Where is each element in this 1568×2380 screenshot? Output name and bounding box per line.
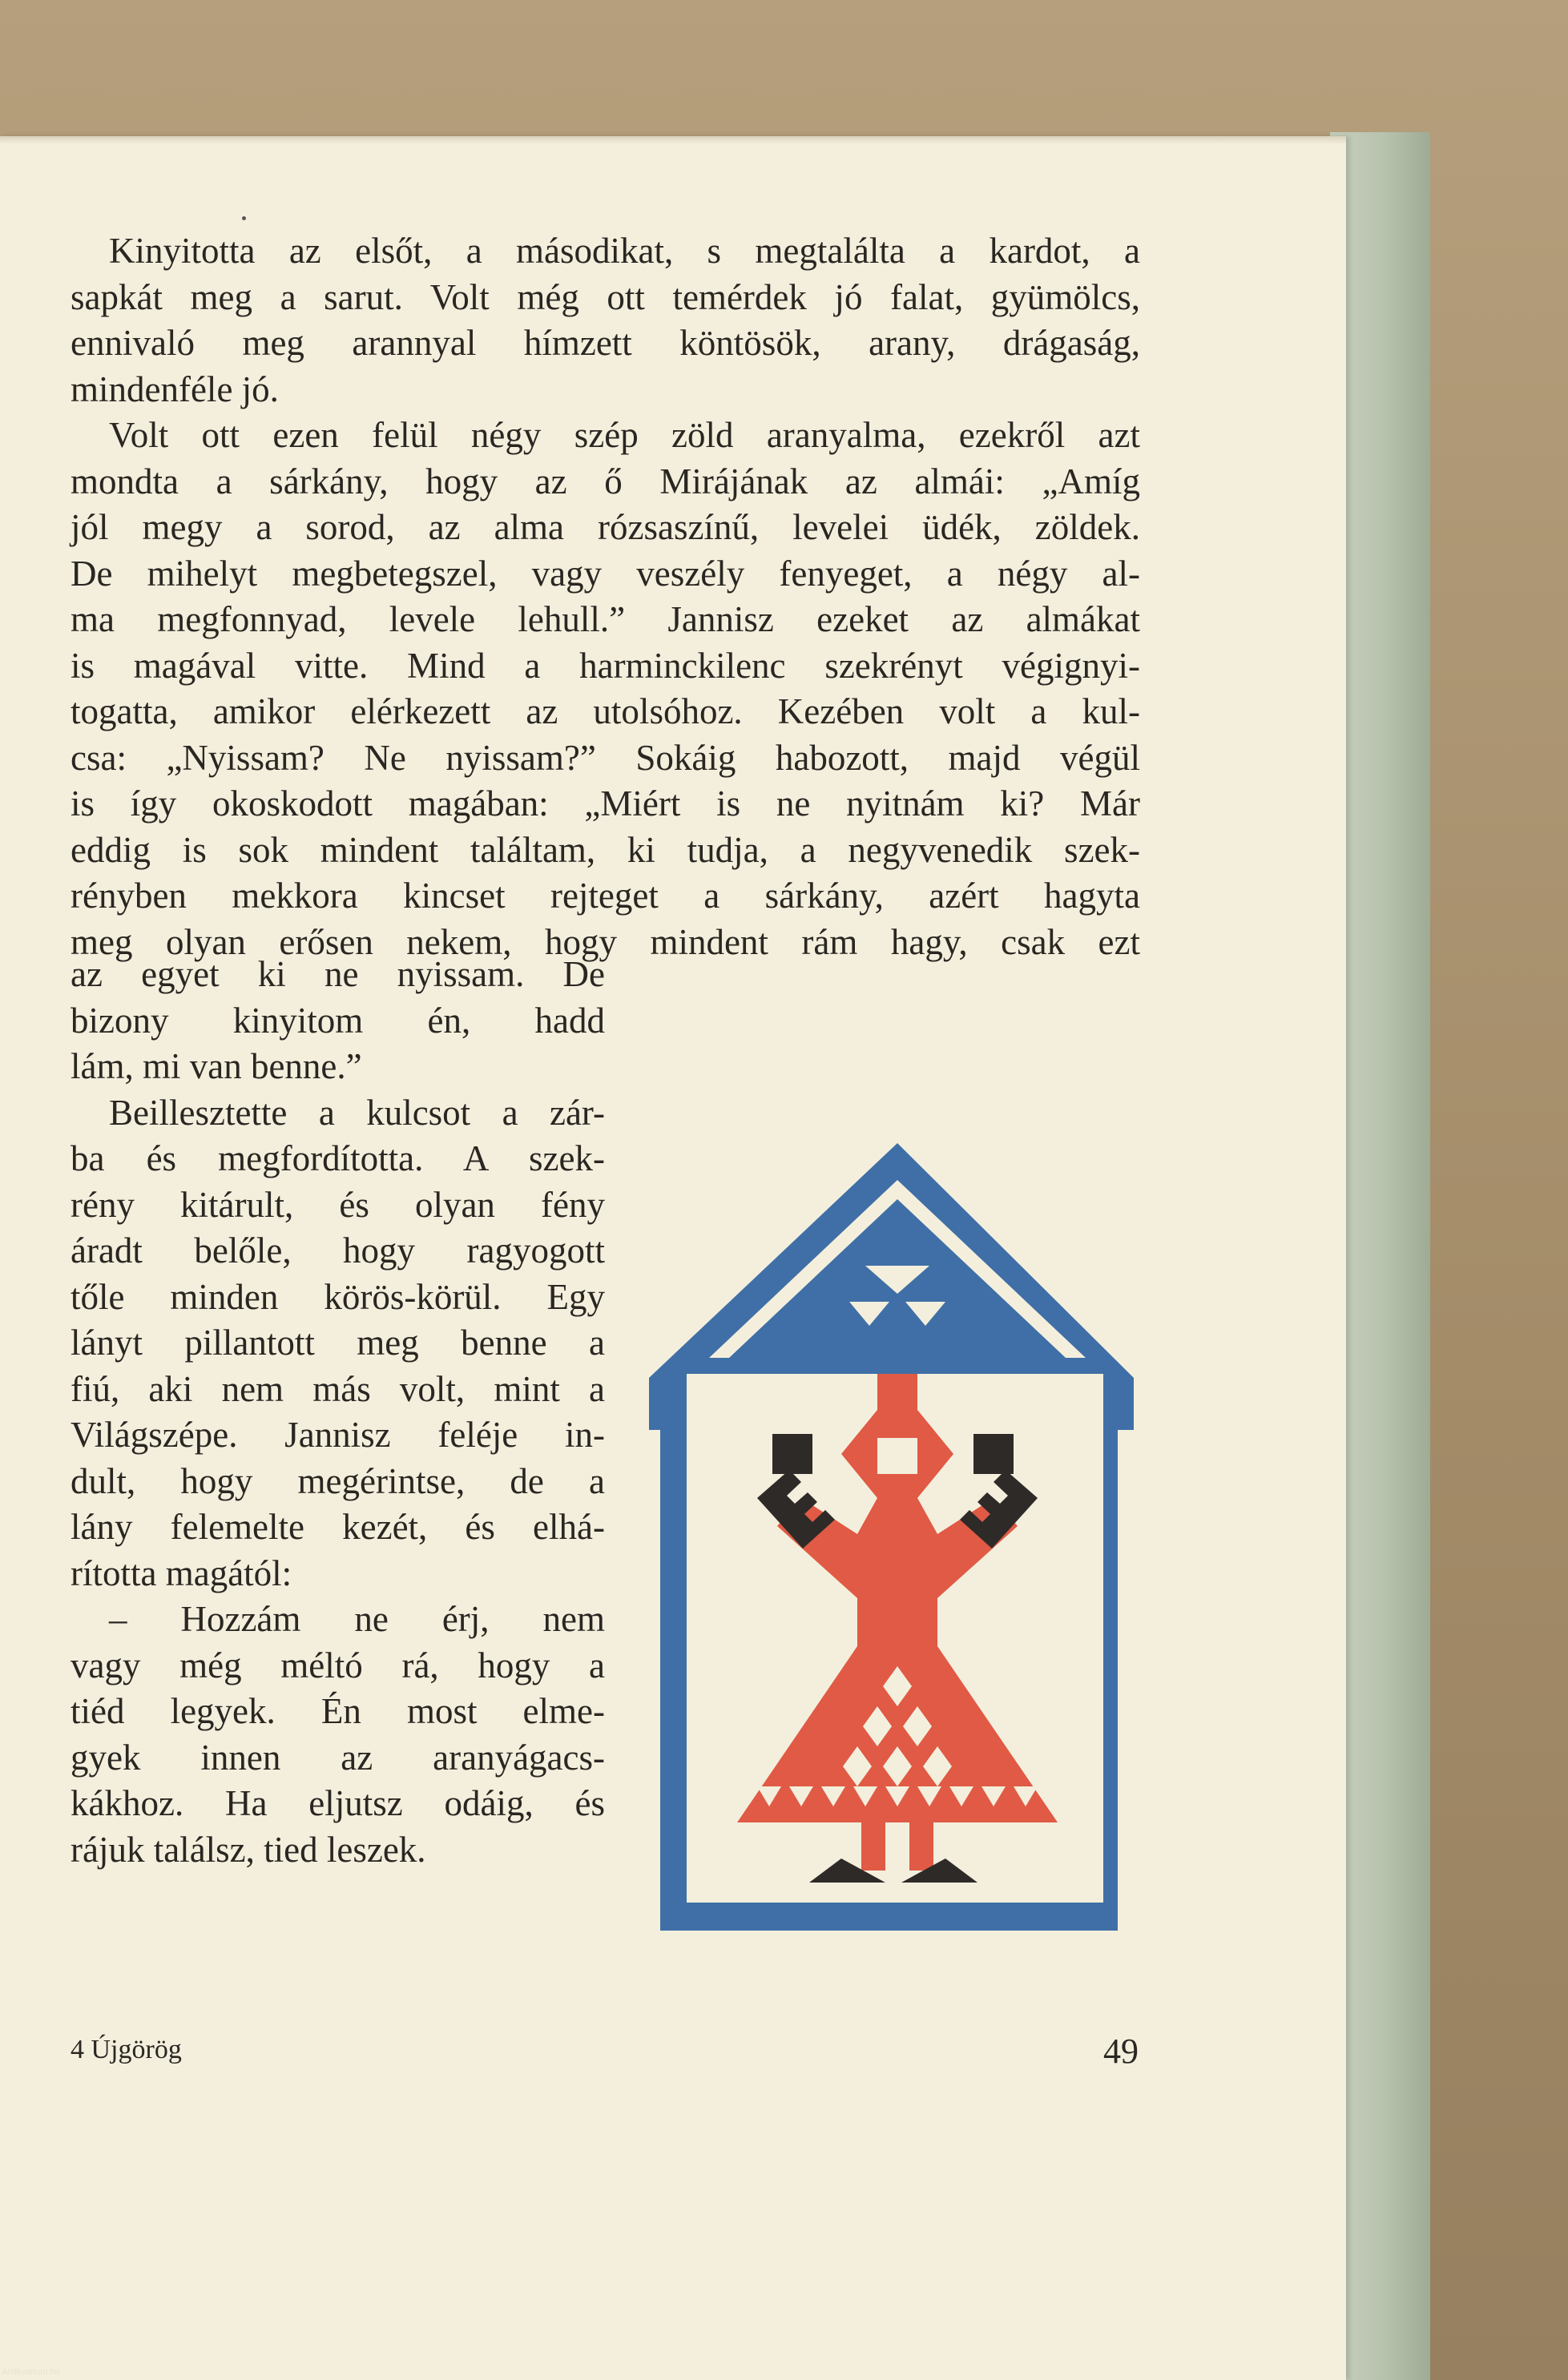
full-width-text: [71, 228, 1140, 965]
text-line: vagy még méltó rá, hogy a: [71, 1645, 605, 1685]
text-line: Beillesztette a kulcsot a zár-: [109, 1092, 605, 1133]
text-line: is így okoskodott magában: „Miért is ne nyitnám ki? Már: [71, 783, 1140, 824]
text-line: eddig is sok mindent találtam, ki tudja, a negyvenedik szek-: [71, 829, 1140, 870]
text-line: tőle minden körös-körül. Egy: [71, 1276, 605, 1317]
text-line: bizony kinyitom én, hadd: [71, 1000, 605, 1041]
column-text: [71, 952, 605, 1873]
text-line: lány felemelte kezét, és elhá-: [71, 1507, 605, 1547]
text-line: ennivaló meg arannyal hímzett köntösök, arany, drágaság,: [71, 323, 1140, 363]
text-line: De mihelyt megbetegszel, vagy veszély fenyeget, a négy al-: [71, 553, 1140, 594]
watermark: Antikvarium.hu: [2, 2367, 60, 2377]
folk-art-illustration: [649, 1134, 1146, 1935]
text-line: az egyet ki ne nyissam. De: [71, 954, 605, 994]
ink-speck: [242, 216, 246, 220]
figure-leg: [861, 1822, 885, 1871]
text-line: rényben mekkora kincset rejteget a sárkány, azért hagyta: [71, 876, 1140, 916]
text-line: gyek innen az aranyágacs-: [71, 1737, 605, 1778]
text-line: dult, hogy megérintse, de a: [71, 1460, 605, 1501]
page-top-edge: [0, 136, 1346, 144]
text-line: lányt pillantott meg benne a: [71, 1323, 605, 1363]
page-number: 49: [1103, 2032, 1139, 2071]
text-line: tiéd legyek. Én most elme-: [71, 1691, 605, 1731]
figure-ear: [973, 1434, 1014, 1474]
text-line: áradt belőle, hogy ragyogott: [71, 1230, 605, 1271]
text-line: togatta, amikor elérkezett az utolsóhoz. Kezében volt a kul-: [71, 691, 1140, 731]
figure-face: [877, 1438, 917, 1474]
signature-mark: 4 Újgörög: [71, 2035, 182, 2064]
text-line: rította magától:: [71, 1552, 292, 1593]
text-line: fiú, aki nem más volt, mint a: [71, 1368, 605, 1409]
text-line: Volt ott ezen felül négy szép zöld aranyalma, ezekről azt: [109, 415, 1140, 455]
text-line: jól megy a sorod, az alma rózsaszínű, levelei üdék, zöldek.: [71, 507, 1140, 547]
text-line: rájuk találsz, tied leszek.: [71, 1829, 426, 1870]
text-line: Kinyitotta az elsőt, a másodikat, s megtalálta a kardot, a: [109, 231, 1140, 271]
text-line: ma megfonnyad, levele lehull.” Jannisz ezeket az almákat: [71, 599, 1140, 639]
text-line: meg olyan erősen nekem, hogy mindent rám hagy, csak ezt: [71, 921, 1140, 962]
figure-ear: [772, 1434, 812, 1474]
text-line: rény kitárult, és olyan fény: [71, 1184, 605, 1225]
text-line: Világszépe. Jannisz feléje in-: [71, 1415, 605, 1455]
text-line: mondta a sárkány, hogy az ő Mirájának az almái: „Amíg: [71, 461, 1140, 501]
figure-leg: [909, 1822, 933, 1871]
text-line: lám, mi van benne.”: [71, 1046, 362, 1086]
text-line: is magával vitte. Mind a harminckilenc szekrényt végignyi-: [71, 645, 1140, 686]
figure-torso: [857, 1498, 937, 1646]
text-line: csa: „Nyissam? Ne nyissam?” Sokáig habozott, majd végül: [71, 737, 1140, 778]
text-line: mindenféle jó.: [71, 368, 279, 409]
text-line: sapkát meg a sarut. Volt még ott temérdek jó falat, gyümölcs,: [71, 276, 1140, 317]
text-line: – Hozzám ne érj, nem: [109, 1599, 605, 1639]
text-line: kákhoz. Ha eljutsz odáig, és: [71, 1783, 605, 1823]
text-line: ba és megfordította. A szek-: [71, 1138, 605, 1178]
